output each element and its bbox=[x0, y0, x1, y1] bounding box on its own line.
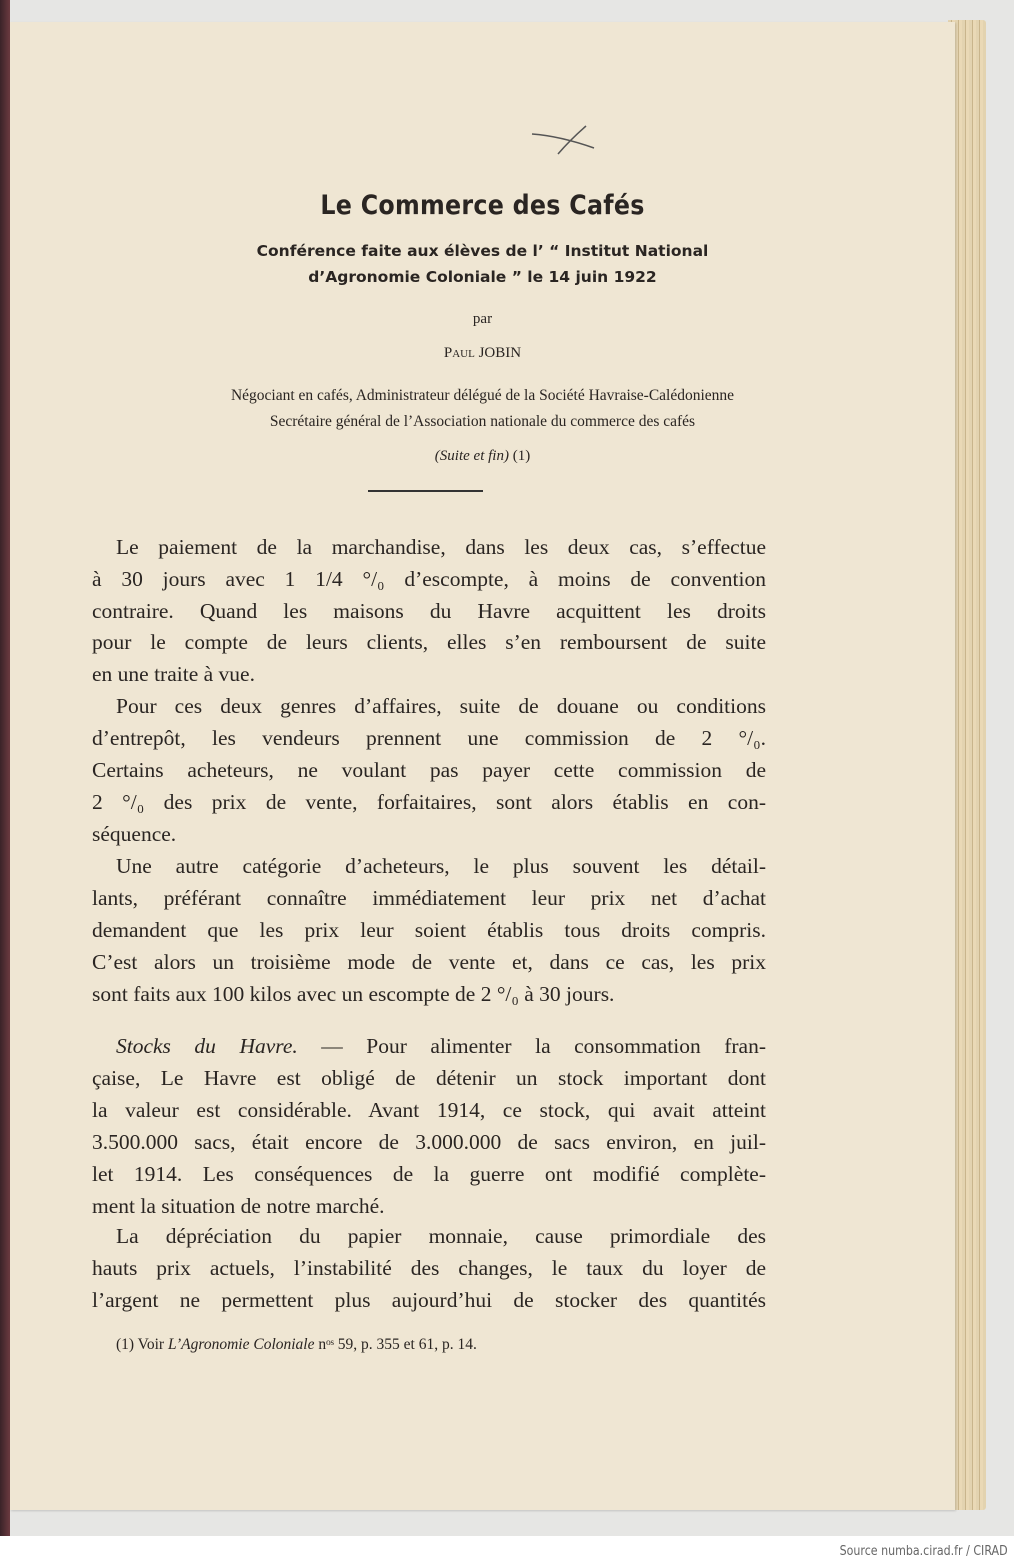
footnote-prefix: (1) Voir bbox=[116, 1336, 168, 1353]
text-line: Certains acheteurs, ne voulant pas payer cette commission de bbox=[92, 758, 766, 782]
author-name: Paul JOBIN bbox=[443, 345, 522, 361]
handwritten-cross-mark bbox=[530, 122, 610, 162]
text-line: çaise, Le Havre est obligé de détenir un stock important dont bbox=[92, 1066, 766, 1090]
text-line: Une autre catégorie d’acheteurs, le plus souvent les détail- bbox=[116, 854, 766, 878]
text-line: d’entrepôt, les vendeurs prennent une commission de 2 °/₀. bbox=[92, 726, 766, 750]
footnote-journal: L’Agronomie Coloniale bbox=[167, 1336, 315, 1353]
text-line: pour le compte de leurs clients, elles s’en remboursent de suite bbox=[92, 630, 766, 654]
affiliation-line: Négociant en cafés, Administrateur délégué de la Société Havraise-Calédonienne bbox=[230, 387, 735, 404]
footnote-rest: nᵒˢ 59, p. 355 et 61, p. 14. bbox=[314, 1336, 477, 1353]
text-line: let 1914. Les conséquences de la guerre ont modifié complète- bbox=[92, 1162, 766, 1186]
text-line: l’argent ne permettent plus aujourd’hui de stocker des quantités bbox=[92, 1288, 766, 1312]
text-line: sont faits aux 100 kilos avec un escompte de 2 °/₀ à 30 jours. bbox=[92, 982, 615, 1006]
text-line: 3.500.000 sacs, était encore de 3.000.000 de sacs environ, en juil- bbox=[92, 1130, 766, 1154]
affiliation-line: Secrétaire général de l’Association nationale du commerce des cafés bbox=[269, 413, 696, 430]
text-line: Stocks du Havre. — Pour alimenter la consommation fran- bbox=[116, 1034, 767, 1058]
text-line: Le paiement de la marchandise, dans les deux cas, s’effectue bbox=[116, 535, 766, 559]
text-line: contraire. Quand les maisons du Havre acquittent les droits bbox=[92, 599, 766, 623]
text-line: lants, préférant connaître immédiatement leur prix net d’achat bbox=[92, 886, 766, 910]
text-line: C’est alors un troisième mode de vente et, dans ce cas, les prix bbox=[92, 950, 766, 974]
page-title: Le Commerce des Cafés bbox=[320, 190, 645, 221]
book-spine bbox=[0, 0, 10, 1536]
text-line: la valeur est considérable. Avant 1914, ce stock, qui avait atteint bbox=[92, 1098, 766, 1122]
document-page bbox=[10, 22, 955, 1510]
subtitle-line: Conférence faite aux élèves de l’ “ Institut National bbox=[256, 242, 709, 260]
text-line: ment la situation de notre marché. bbox=[92, 1194, 385, 1218]
source-credit: Source numba.cirad.fr / CIRAD bbox=[840, 1544, 1008, 1559]
text-line: La dépréciation du papier monnaie, cause primordiale des bbox=[116, 1224, 766, 1248]
text-line: Pour ces deux genres d’affaires, suite de douane ou conditions bbox=[116, 694, 766, 718]
text-line: demandent que les prix leur soient établis tous droits compris. bbox=[92, 918, 766, 942]
continuation-italic: (Suite et fin) bbox=[434, 448, 509, 464]
subtitle-line: d’Agronomie Coloniale ” le 14 juin 1922 bbox=[308, 268, 657, 286]
footnote-ref: (1) bbox=[512, 448, 531, 464]
text-line: à 30 jours avec 1 1/4 °/₀ d’escompte, à moins de convention bbox=[92, 567, 766, 591]
text-line: hauts prix actuels, l’instabilité des changes, le taux du loyer de bbox=[92, 1256, 766, 1280]
text-line: séquence. bbox=[92, 822, 177, 846]
continuation-note bbox=[10, 448, 955, 465]
text-line: en une traite à vue. bbox=[92, 662, 255, 686]
footnote bbox=[116, 1336, 477, 1354]
by-label: par bbox=[472, 311, 493, 327]
text-line: 2 °/₀ des prix de vente, forfaitaires, sont alors établis en con- bbox=[92, 790, 766, 814]
separator-rule bbox=[368, 490, 483, 492]
